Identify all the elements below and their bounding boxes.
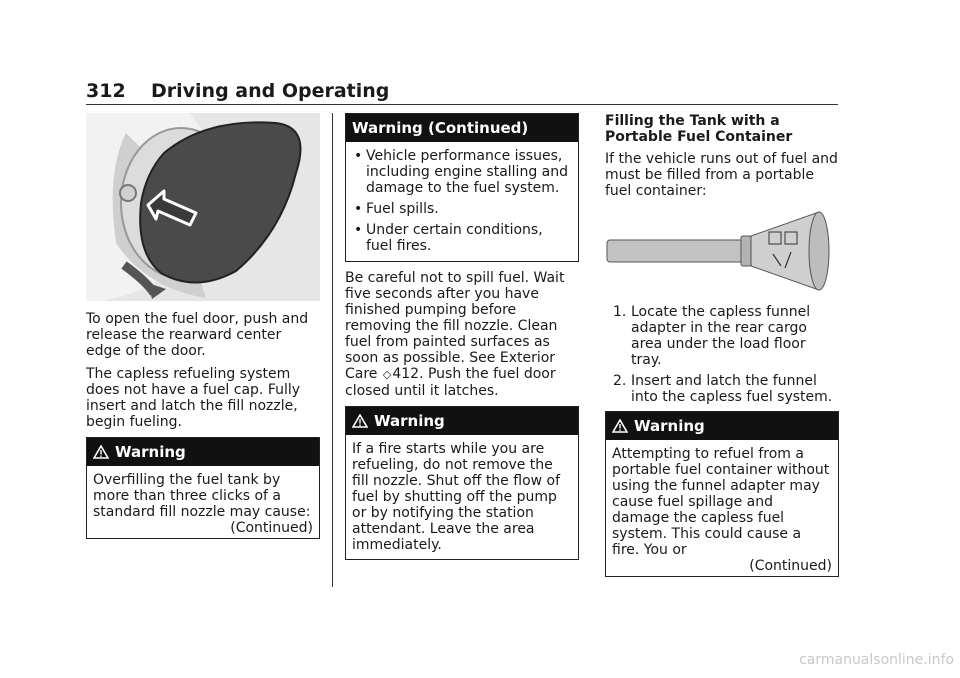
page-header [86, 80, 838, 105]
fuel-door-illustration [86, 113, 320, 301]
list-item: • Vehicle performance issues, including engine stalling and damage to the fuel system. [352, 148, 572, 196]
warning-title: Warning (Continued) [352, 119, 529, 137]
paragraph: If the vehicle runs out of fuel and must be filled from a portable fuel container: [605, 151, 838, 199]
step-list [605, 304, 839, 405]
paragraph-text: Be careful not to spill fuel. Wait five seconds after you have finished pumping before removing the fill nozzle. Clean fuel from painted surfaces as soon as possible. See Exterior Care [345, 270, 565, 382]
continued-label: (Continued) [749, 558, 832, 574]
warning-header [87, 438, 319, 466]
column-2 [345, 113, 579, 568]
warning-box [345, 406, 579, 560]
list-item: • Fuel spills. [352, 201, 572, 217]
warning-box-continued [345, 113, 579, 262]
watermark: carmanualsonline.info [799, 652, 954, 668]
warning-header [346, 407, 578, 435]
step-number: 1. [613, 304, 627, 320]
paragraph: To open the fuel door, push and release the rearward center edge of the door. [86, 311, 309, 359]
warning-box [86, 437, 320, 539]
step-text: Locate the capless funnel adapter in the rear cargo area under the load floor tray. [631, 304, 811, 368]
warning-title: Warning [634, 417, 705, 435]
warning-header [346, 114, 578, 142]
warning-title: Warning [115, 443, 186, 461]
page-ref-link[interactable]: 412 [392, 366, 420, 382]
warning-text: Overfilling the fuel tank by more than three clicks of a standard fill nozzle may cause: [93, 472, 311, 520]
continued-label: (Continued) [230, 520, 313, 536]
paragraph [345, 270, 579, 399]
warning-title: Warning [374, 412, 445, 430]
step-number: 2. [613, 373, 627, 389]
warning-header [606, 412, 838, 440]
list-item: • Under certain conditions, fuel fires. [352, 222, 572, 254]
warning-text: If a fire starts while you are refueling, do not remove the fill nozzle. Shut off the flow of fuel by shutting off the pump or by notifying the station attendant. Leave the area immediately. [352, 441, 561, 553]
column-divider [332, 113, 333, 587]
column-1 [86, 113, 320, 547]
section-title: Driving and Operating [151, 80, 390, 102]
warning-list [352, 148, 572, 254]
warning-icon [612, 419, 628, 433]
page-ref-icon: ◇ [382, 368, 392, 381]
warning-text: Attempting to refuel from a portable fuel container without using the funnel adapter may cause fuel spillage and damage the capless fuel system. This could cause a fire. You or [612, 446, 830, 558]
list-item [605, 304, 839, 368]
warning-icon [93, 445, 109, 459]
warning-box [605, 411, 839, 577]
section-heading: Filling the Tank with a Portable Fuel Container [605, 113, 793, 145]
paragraph: The capless refueling system does not have a fuel cap. Fully insert and latch the fill nozzle, begin fueling. [86, 366, 301, 430]
step-text: Insert and latch the funnel into the capless fuel system. [631, 373, 833, 405]
page-number: 312 [86, 80, 126, 102]
paragraph-text: . Push the fuel door closed until it latches. [345, 366, 556, 399]
warning-icon [352, 414, 368, 428]
funnel-adapter-illustration [605, 206, 835, 296]
column-3 [605, 113, 839, 585]
list-item [605, 373, 839, 405]
